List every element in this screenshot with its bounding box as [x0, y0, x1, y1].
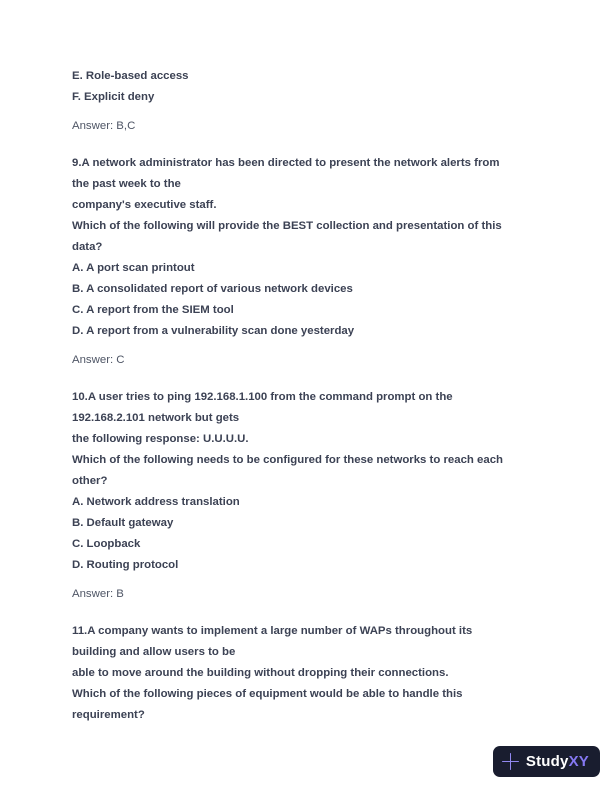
option-line: E. Role-based access	[72, 70, 189, 82]
studyxy-logo-badge	[493, 746, 600, 777]
answer-block	[72, 116, 552, 137]
logo-text-accent: XY	[568, 753, 589, 770]
plus-icon	[502, 753, 519, 770]
question-line: D. A report from a vulnerability scan done yesterday	[72, 325, 355, 337]
question-line: requirement?	[72, 709, 145, 721]
question-line: Which of the following will provide the BEST collection and presentation of this	[72, 220, 502, 232]
question-line: Which of the following pieces of equipment would be able to handle this	[72, 688, 463, 700]
question-line: A. A port scan printout	[72, 262, 195, 274]
answer-block	[72, 350, 552, 371]
question-line: 11.A company wants to implement a large number of WAPs throughout its	[72, 625, 473, 637]
answer-text: Answer: C	[72, 354, 125, 366]
question-block	[72, 621, 552, 726]
question-line: 9.A network administrator has been directed to present the network alerts from	[72, 157, 500, 169]
question-line: other?	[72, 475, 108, 487]
logo-text	[526, 754, 589, 769]
question-line: C. Loopback	[72, 538, 141, 550]
document-text	[72, 66, 552, 726]
question-line: C. A report from the SIEM tool	[72, 304, 234, 316]
answer-block	[72, 584, 552, 605]
question-line: the following response: U.U.U.U.	[72, 433, 249, 445]
question-line: data?	[72, 241, 103, 253]
question-block	[72, 387, 552, 576]
question-line: the past week to the	[72, 178, 181, 190]
question-line: Which of the following needs to be configured for these networks to reach each	[72, 454, 503, 466]
question-line: 192.168.2.101 network but gets	[72, 412, 240, 424]
logo-text-primary: Study	[525, 753, 569, 770]
question-line: B. Default gateway	[72, 517, 174, 529]
question-line: company's executive staff.	[72, 199, 217, 211]
question-line: 10.A user tries to ping 192.168.1.100 from the command prompt on the	[72, 391, 453, 403]
question-line: B. A consolidated report of various network devices	[72, 283, 353, 295]
answer-text: Answer: B	[72, 588, 124, 600]
question-line: able to move around the building without dropping their connections.	[72, 667, 449, 679]
options-block	[72, 66, 552, 108]
question-block	[72, 153, 552, 342]
question-line: D. Routing protocol	[72, 559, 179, 571]
question-line: building and allow users to be	[72, 646, 236, 658]
option-line: F. Explicit deny	[72, 91, 155, 103]
answer-text: Answer: B,C	[72, 120, 136, 132]
question-line: A. Network address translation	[72, 496, 240, 508]
